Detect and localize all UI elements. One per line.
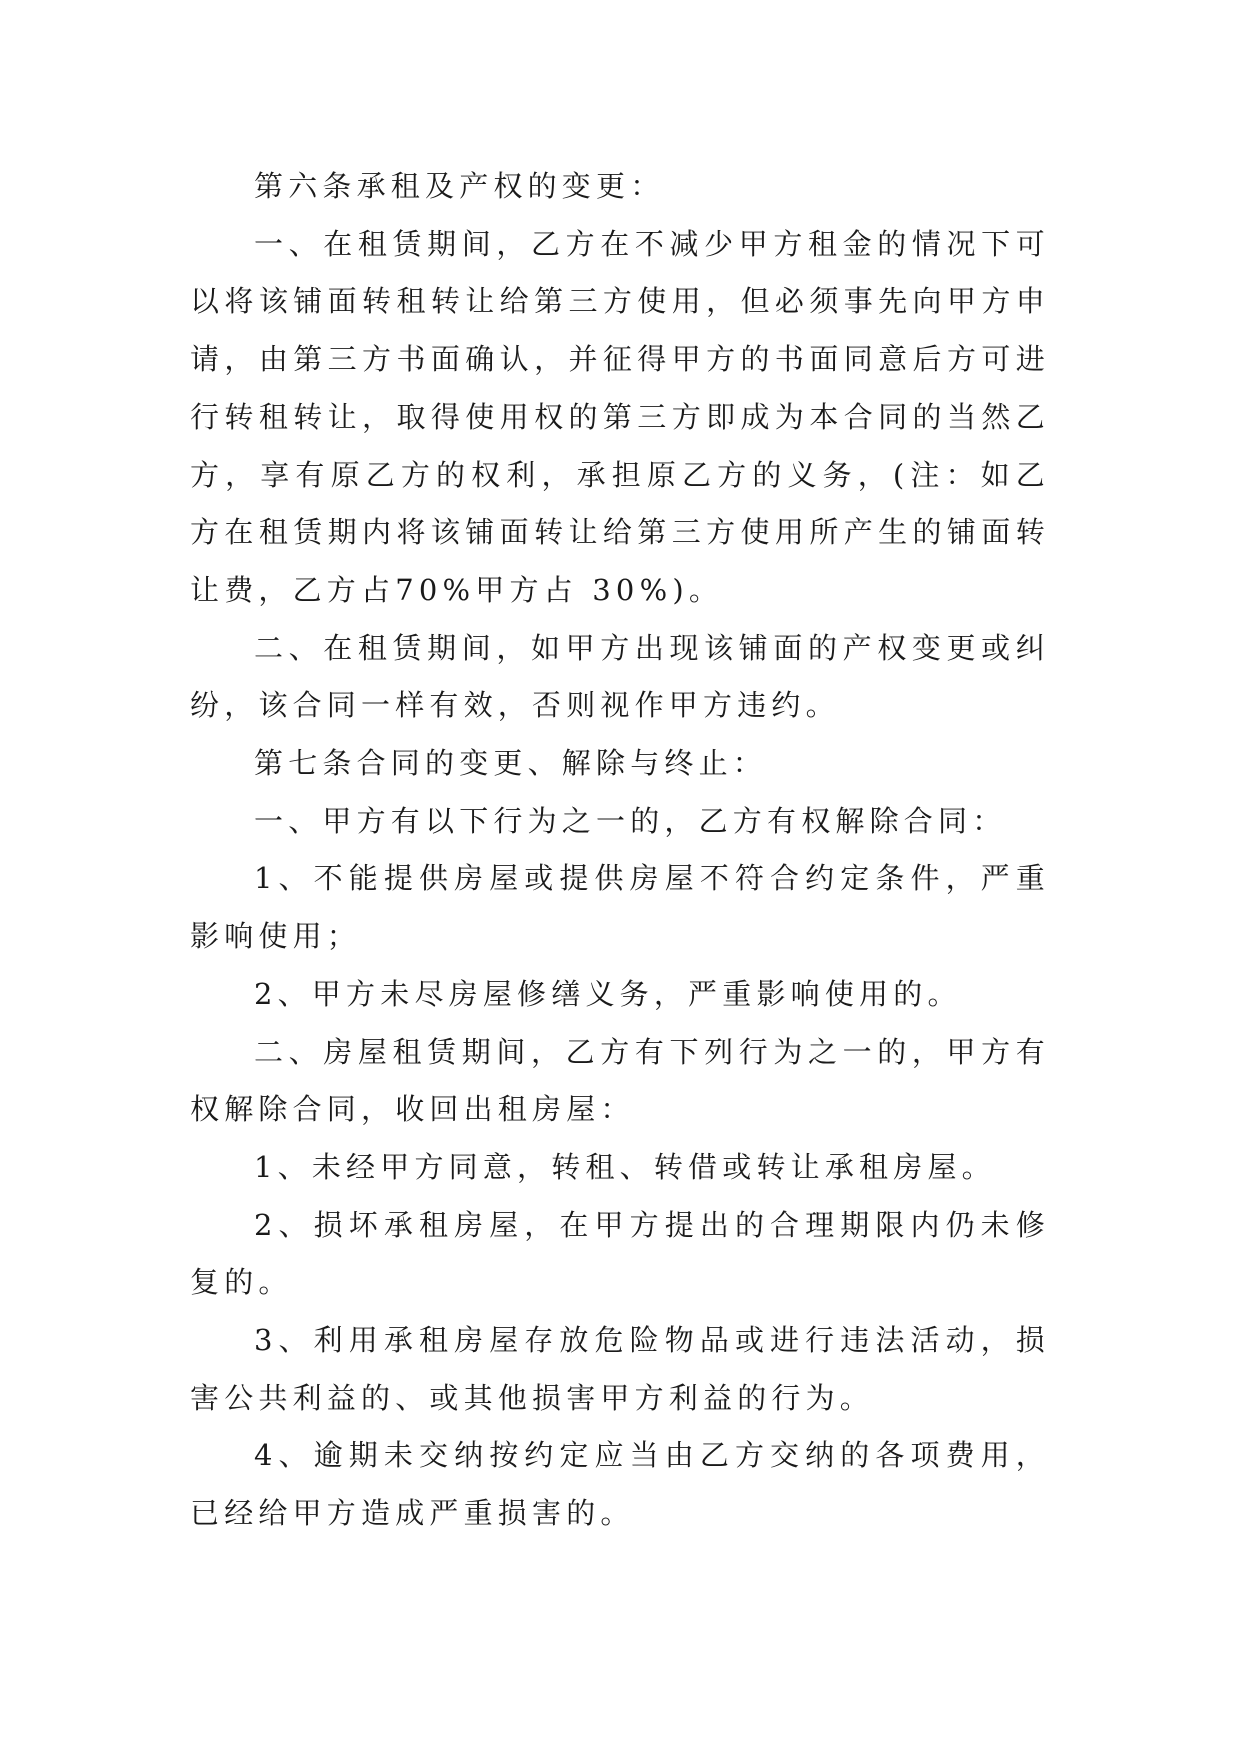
article-seven-clause-2-item-2: 2、损坏承租房屋，在甲方提出的合理期限内仍未修复的。 [190,1207,1050,1300]
article-six-heading: 第六条承租及产权的变更： [254,169,665,203]
article-seven-clause-1: 一、甲方有以下行为之一的，乙方有权解除合同： [254,803,1007,838]
article-seven-clause-2-item-1: 1、未经甲方同意，转租、转借或转让承租房屋。 [254,1149,996,1184]
article-seven-clause-2-item-4: 4、逾期未交纳按约定应当由乙方交纳的各项费用，已经给甲方造成严重损害的。 [190,1438,1050,1531]
article-seven-clause-1-item-1: 1、不能提供房屋或提供房屋不符合约定条件，严重影响使用； [190,861,1050,954]
article-six-clause-2: 二、在租赁期间，如甲方出现该铺面的产权变更或纠纷，该合同一样有效，否则视作甲方违约。 [190,630,1050,723]
article-seven-clause-2-item-3: 3、利用承租房屋存放危险物品或进行违法活动，损害公共利益的、或其他损害甲方利益的行为。 [190,1323,1050,1415]
article-six-clause-1: 一、在租赁期间，乙方在不减少甲方租金的情况下可以将该铺面转租转让给第三方使用，但必须事先向甲方申请，由第三方书面确认，并征得甲方的书面同意后方可进行转租转让，取得使用权的第三方即成为本合同的当然乙方，享有原乙方的权利，承担原乙方的义务，(注：如乙方在租赁期内将该铺面转让给第三方使用所产生的铺面转让费，乙方占70%甲方占 30%)。 [190,226,1050,607]
document-body [190,158,1050,1543]
article-seven-clause-1-item-2: 2、甲方未尽房屋修缮义务，严重影响使用的。 [254,976,962,1011]
article-seven-heading: 第七条合同的变更、解除与终止： [254,746,768,781]
article-seven-clause-2: 二、房屋租赁期间，乙方有下列行为之一的，甲方有权解除合同，收回出租房屋： [190,1034,1050,1127]
